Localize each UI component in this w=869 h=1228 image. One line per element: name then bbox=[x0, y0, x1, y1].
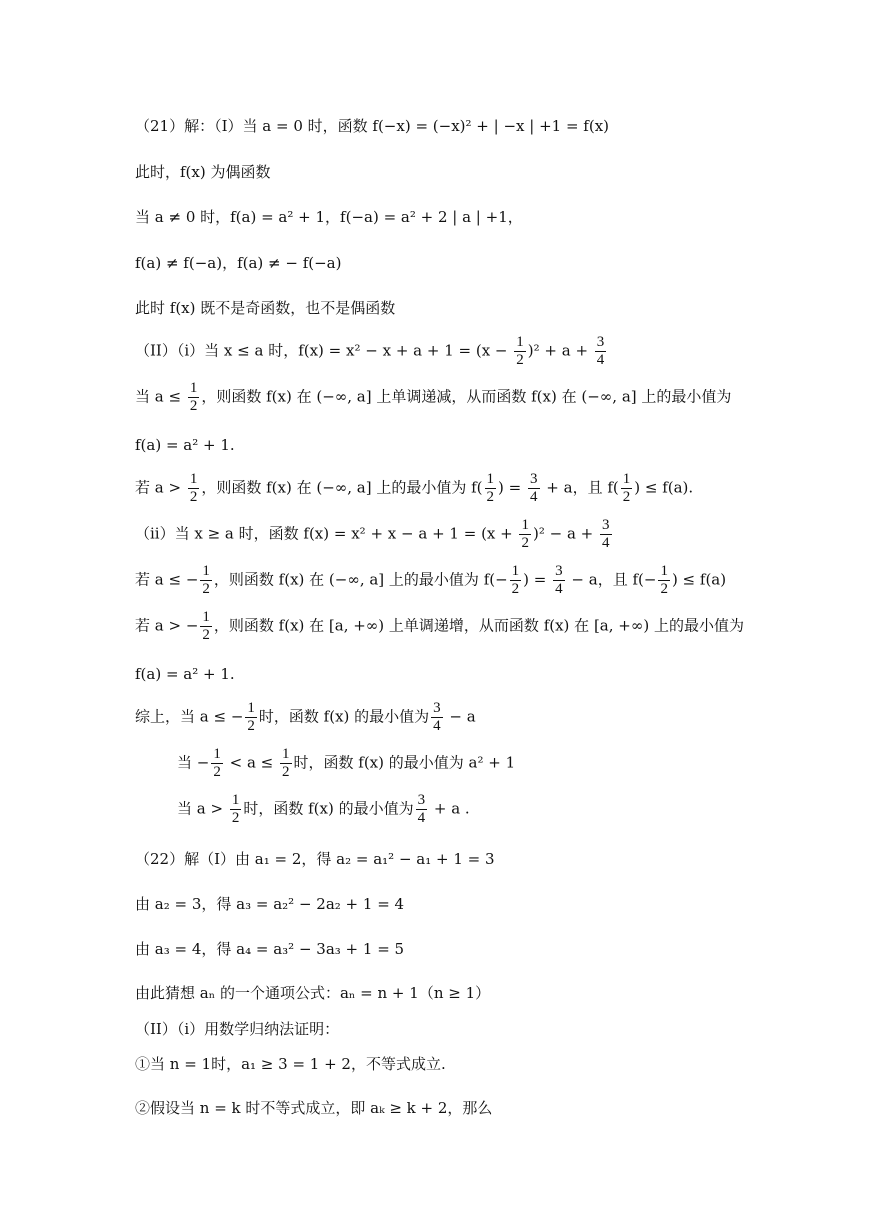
text-segment: 综上，当 a ≤ − bbox=[135, 707, 244, 726]
fraction-denominator: 4 bbox=[602, 535, 610, 551]
text-segment: ) = bbox=[498, 478, 527, 497]
fraction-denominator: 4 bbox=[530, 489, 538, 505]
text-line: ②假设当 n = k 时不等式成立，即 aₖ ≥ k + 2，那么 bbox=[135, 1099, 493, 1117]
text-line: 此时，f(x) 为偶函数 bbox=[135, 163, 271, 181]
fraction-numerator: 1 bbox=[521, 517, 529, 533]
fraction bbox=[510, 563, 522, 598]
text-line: 当 a ≠ 0 时，f(a) = a² + 1，f(−a) = a² + 2 | a | +1， bbox=[135, 208, 523, 226]
text-segment: + a . bbox=[429, 799, 470, 818]
text-segment: 时，函数 f(x) 的最小值为 bbox=[243, 799, 414, 818]
fraction-numerator: 1 bbox=[189, 380, 198, 396]
fraction-numerator: 1 bbox=[660, 563, 668, 579]
fraction-numerator: 1 bbox=[282, 746, 290, 762]
text-segment: 时，函数 f(x) 的最小值为 bbox=[258, 707, 430, 726]
text-segment: 若 a ≤ − bbox=[135, 570, 199, 589]
fraction bbox=[211, 746, 223, 781]
text-line: 由 a₃ = 4，得 a₄ = a₃² − 3a₃ + 1 = 5 bbox=[135, 940, 405, 958]
fraction bbox=[528, 471, 540, 506]
fraction-numerator: 1 bbox=[202, 563, 210, 579]
fraction bbox=[280, 746, 292, 781]
text-segment: 当 − bbox=[177, 753, 210, 772]
text-line: （22）解（I）由 a₁ = 2，得 a₂ = a₁² − a₁ + 1 = 3 bbox=[135, 850, 495, 868]
text-line: 由此猜想 aₙ 的一个通项公式：aₙ = n + 1（n ≥ 1） bbox=[135, 984, 491, 1002]
fraction-denominator: 2 bbox=[202, 627, 210, 643]
text-segment: < a ≤ bbox=[224, 753, 278, 772]
text-segment: − a bbox=[444, 707, 476, 726]
fraction-numerator: 1 bbox=[202, 609, 210, 625]
fraction-numerator: 1 bbox=[189, 471, 198, 487]
fraction bbox=[553, 563, 565, 598]
fraction bbox=[200, 609, 212, 644]
fraction-numerator: 3 bbox=[602, 517, 610, 533]
fraction bbox=[519, 517, 531, 552]
fraction bbox=[416, 792, 428, 827]
fraction-numerator: 3 bbox=[433, 700, 441, 716]
fraction-denominator: 4 bbox=[417, 810, 426, 826]
fraction bbox=[658, 563, 670, 598]
formula-line bbox=[135, 334, 608, 369]
fraction-denominator: 4 bbox=[433, 718, 441, 734]
fraction-denominator: 2 bbox=[516, 352, 524, 368]
formula-line bbox=[135, 609, 744, 644]
fraction-denominator: 2 bbox=[486, 489, 495, 505]
text-line: ①当 n = 1时，a₁ ≥ 3 = 1 + 2，不等式成立. bbox=[135, 1055, 446, 1073]
text-segment: （ii）当 x ≥ a 时，函数 f(x) = x² + x − a + 1 = (x + bbox=[135, 524, 518, 543]
formula-line bbox=[135, 517, 614, 552]
fraction-numerator: 1 bbox=[511, 563, 520, 579]
fraction bbox=[485, 471, 497, 506]
fraction-denominator: 2 bbox=[622, 489, 631, 505]
fraction bbox=[621, 471, 633, 506]
text-line: 由 a₂ = 3，得 a₃ = a₂² − 2a₂ + 1 = 4 bbox=[135, 895, 405, 913]
fraction-denominator: 2 bbox=[521, 535, 529, 551]
text-segment: ) ≤ f(a). bbox=[634, 478, 694, 497]
formula-line bbox=[177, 746, 515, 781]
text-segment: ，则函数 f(x) 在 (−∞, a] 上的最小值为 f(− bbox=[213, 570, 508, 589]
text-segment: 若 a > − bbox=[135, 616, 199, 635]
fraction-denominator: 2 bbox=[247, 718, 255, 734]
fraction-denominator: 2 bbox=[189, 398, 198, 414]
formula-line bbox=[135, 700, 476, 735]
fraction bbox=[514, 334, 526, 369]
text-line: f(a) ≠ f(−a)，f(a) ≠ − f(−a) bbox=[135, 254, 342, 272]
text-segment: ) = bbox=[523, 570, 552, 589]
text-segment: 当 a > bbox=[177, 799, 228, 818]
fraction-denominator: 2 bbox=[660, 581, 668, 597]
text-segment: ，则函数 f(x) 在 (−∞, a] 上单调递减，从而函数 f(x) 在 (−∞, a] 上的最小值为 bbox=[201, 387, 732, 406]
text-segment: + a，且 f( bbox=[541, 478, 619, 497]
fraction bbox=[245, 700, 257, 735]
fraction-numerator: 1 bbox=[247, 700, 255, 716]
text-segment: 当 a ≤ bbox=[135, 387, 186, 406]
fraction-numerator: 1 bbox=[516, 334, 524, 350]
text-segment: )² + a + bbox=[527, 341, 593, 360]
fraction-numerator: 3 bbox=[596, 334, 605, 350]
text-segment: （II）（i）当 x ≤ a 时，f(x) = x² − x + a + 1 = (x − bbox=[135, 341, 513, 360]
fraction-numerator: 3 bbox=[417, 792, 426, 808]
fraction bbox=[188, 471, 200, 506]
fraction-numerator: 1 bbox=[231, 792, 240, 808]
fraction-denominator: 4 bbox=[596, 352, 605, 368]
text-line: 此时 f(x) 既不是奇函数，也不是偶函数 bbox=[135, 299, 396, 317]
text-segment: )² − a + bbox=[532, 524, 599, 543]
text-segment: ，则函数 f(x) 在 [a, +∞) 上单调递增，从而函数 f(x) 在 [a, +∞) 上的最小值为 bbox=[213, 616, 744, 635]
fraction-numerator: 1 bbox=[486, 471, 495, 487]
fraction-numerator: 1 bbox=[213, 746, 221, 762]
fraction bbox=[200, 563, 212, 598]
formula-line bbox=[135, 471, 693, 506]
fraction-numerator: 1 bbox=[622, 471, 631, 487]
fraction-numerator: 3 bbox=[555, 563, 563, 579]
text-line: （II）（i）用数学归纳法证明： bbox=[135, 1020, 340, 1038]
formula-line bbox=[135, 563, 726, 598]
formula-line bbox=[177, 792, 470, 827]
text-segment: ，则函数 f(x) 在 (−∞, a] 上的最小值为 f( bbox=[201, 478, 483, 497]
fraction bbox=[230, 792, 242, 827]
fraction-denominator: 2 bbox=[202, 581, 210, 597]
text-line: f(a) = a² + 1. bbox=[135, 665, 235, 683]
fraction-denominator: 2 bbox=[213, 764, 221, 780]
text-segment: ) ≤ f(a) bbox=[671, 570, 727, 589]
fraction bbox=[600, 517, 612, 552]
fraction-denominator: 4 bbox=[555, 581, 563, 597]
text-line: （21）解：（I）当 a = 0 时，函数 f(−x) = (−x)² + | −x | +1 = f(x) bbox=[135, 117, 610, 135]
fraction bbox=[595, 334, 607, 369]
fraction-denominator: 2 bbox=[231, 810, 240, 826]
formula-line bbox=[135, 380, 731, 415]
text-segment: 若 a > bbox=[135, 478, 186, 497]
fraction-numerator: 3 bbox=[530, 471, 538, 487]
text-line: f(a) = a² + 1. bbox=[135, 436, 235, 454]
fraction bbox=[431, 700, 443, 735]
fraction-denominator: 2 bbox=[282, 764, 290, 780]
fraction-denominator: 2 bbox=[189, 489, 198, 505]
fraction-denominator: 2 bbox=[511, 581, 520, 597]
text-segment: 时，函数 f(x) 的最小值为 a² + 1 bbox=[293, 753, 516, 772]
fraction bbox=[188, 380, 200, 415]
text-segment: − a，且 f(− bbox=[566, 570, 657, 589]
